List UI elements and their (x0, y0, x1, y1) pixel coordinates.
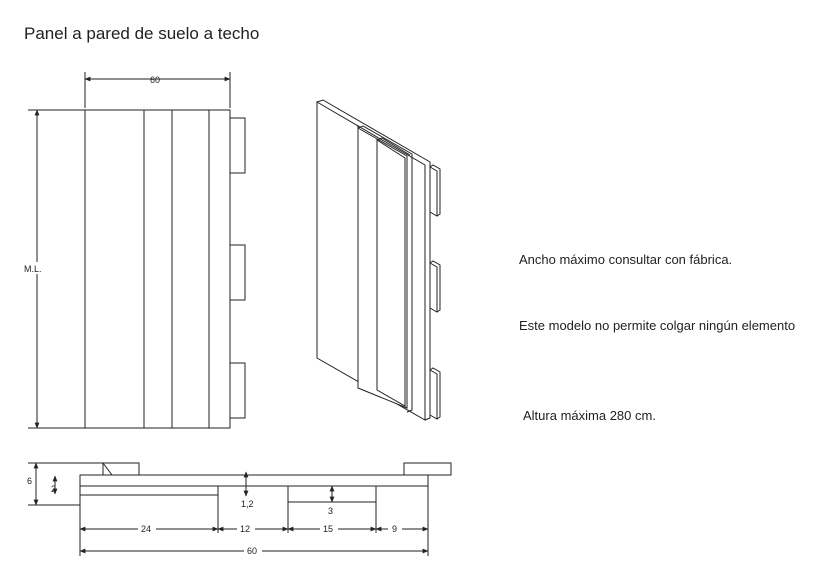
section-gap-small-label: 1,2 (241, 499, 254, 509)
section-depth-panel-label: 2 (51, 484, 57, 494)
front-panel (85, 110, 230, 428)
page-title: Panel a pared de suelo a techo (24, 24, 260, 43)
front-height-label: M.L. (24, 264, 42, 274)
note-max-height: Altura máxima 280 cm. (523, 408, 656, 423)
note-max-width: Ancho máximo consultar con fábrica. (519, 252, 733, 267)
section-profile (80, 486, 218, 495)
iso-bracket (430, 167, 437, 216)
section-gap-large-label: 3 (328, 506, 334, 516)
note-no-hanging: Este modelo no permite colgar ningún elemento (519, 318, 796, 333)
section-cap-left (103, 463, 139, 475)
front-width-label: 60 (150, 75, 161, 85)
section-total-width-label: 60 (247, 546, 258, 556)
front-view (22, 72, 245, 428)
section-view (27, 463, 451, 556)
wall-bracket (230, 245, 245, 300)
segment-label: 9 (392, 524, 398, 534)
iso-bracket (430, 370, 437, 419)
section-depth-total-label: 6 (27, 476, 33, 486)
wall-bracket (230, 363, 245, 418)
segment-label: 24 (141, 524, 152, 534)
section-cap-right (404, 463, 451, 475)
iso-strip (377, 140, 405, 406)
isometric-view (317, 100, 440, 420)
wall-bracket (230, 118, 245, 173)
section-board (80, 475, 428, 486)
segment-label: 15 (323, 524, 334, 534)
iso-bracket (430, 263, 437, 312)
segment-label: 12 (240, 524, 251, 534)
